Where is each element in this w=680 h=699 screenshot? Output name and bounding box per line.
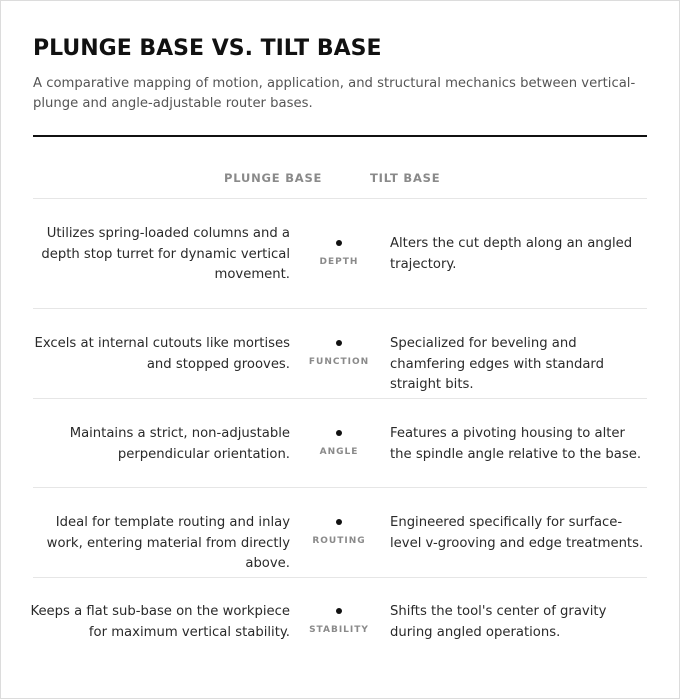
tilt-base-description: Alters the cut depth along an angled trajectory. [390,236,633,272]
comparison-row-depth [33,198,647,309]
row-label: ANGLE [319,447,359,457]
plunge-base-description: Maintains a strict, non-adjustable perpendicular orientation. [69,426,290,462]
tilt-base-description: Features a pivoting housing to alter the spindle angle relative to the base. [390,426,642,462]
column-header-tilt-base: TILT BASE [370,171,441,185]
page-subtitle: A comparative mapping of motion, application, and structural mechanics between vertical-plunge and angle-adjustable router bases. [33,76,636,111]
header-divider [33,135,647,137]
tilt-base-description: Specialized for beveling and chamfering edges with standard straight bits. [390,336,604,392]
plunge-base-description: Excels at internal cutouts like mortises and stopped grooves. [34,336,290,372]
tilt-base-description: Shifts the tool's center of gravity during angled operations. [390,604,607,640]
row-label: DEPTH [319,257,359,267]
row-label: STABILITY [309,625,369,635]
comparison-row-angle [33,398,647,489]
plunge-base-description: Ideal for template routing and inlay work, entering material from directly above. [46,515,290,571]
comparison-row-function [33,308,647,399]
row-label: FUNCTION [308,357,370,367]
row-marker-dot [336,519,342,525]
tilt-base-description: Engineered specifically for surface-level v-grooving and edge treatments. [390,515,644,551]
row-marker-dot [336,340,342,346]
column-header-plunge-base: PLUNGE BASE [224,171,323,185]
plunge-base-description: Utilizes spring-loaded columns and a depth stop turret for dynamic vertical movement. [41,226,290,282]
row-label: ROUTING [312,536,366,546]
page-title: PLUNGE BASE VS. TILT BASE [33,36,382,61]
row-marker-dot [336,240,342,246]
comparison-row-stability [30,577,647,668]
comparison-row-routing [33,487,647,578]
plunge-base-description: Keeps a flat sub-base on the workpiece for maximum vertical stability. [30,604,290,640]
row-marker-dot [336,608,342,614]
row-marker-dot [336,430,342,436]
